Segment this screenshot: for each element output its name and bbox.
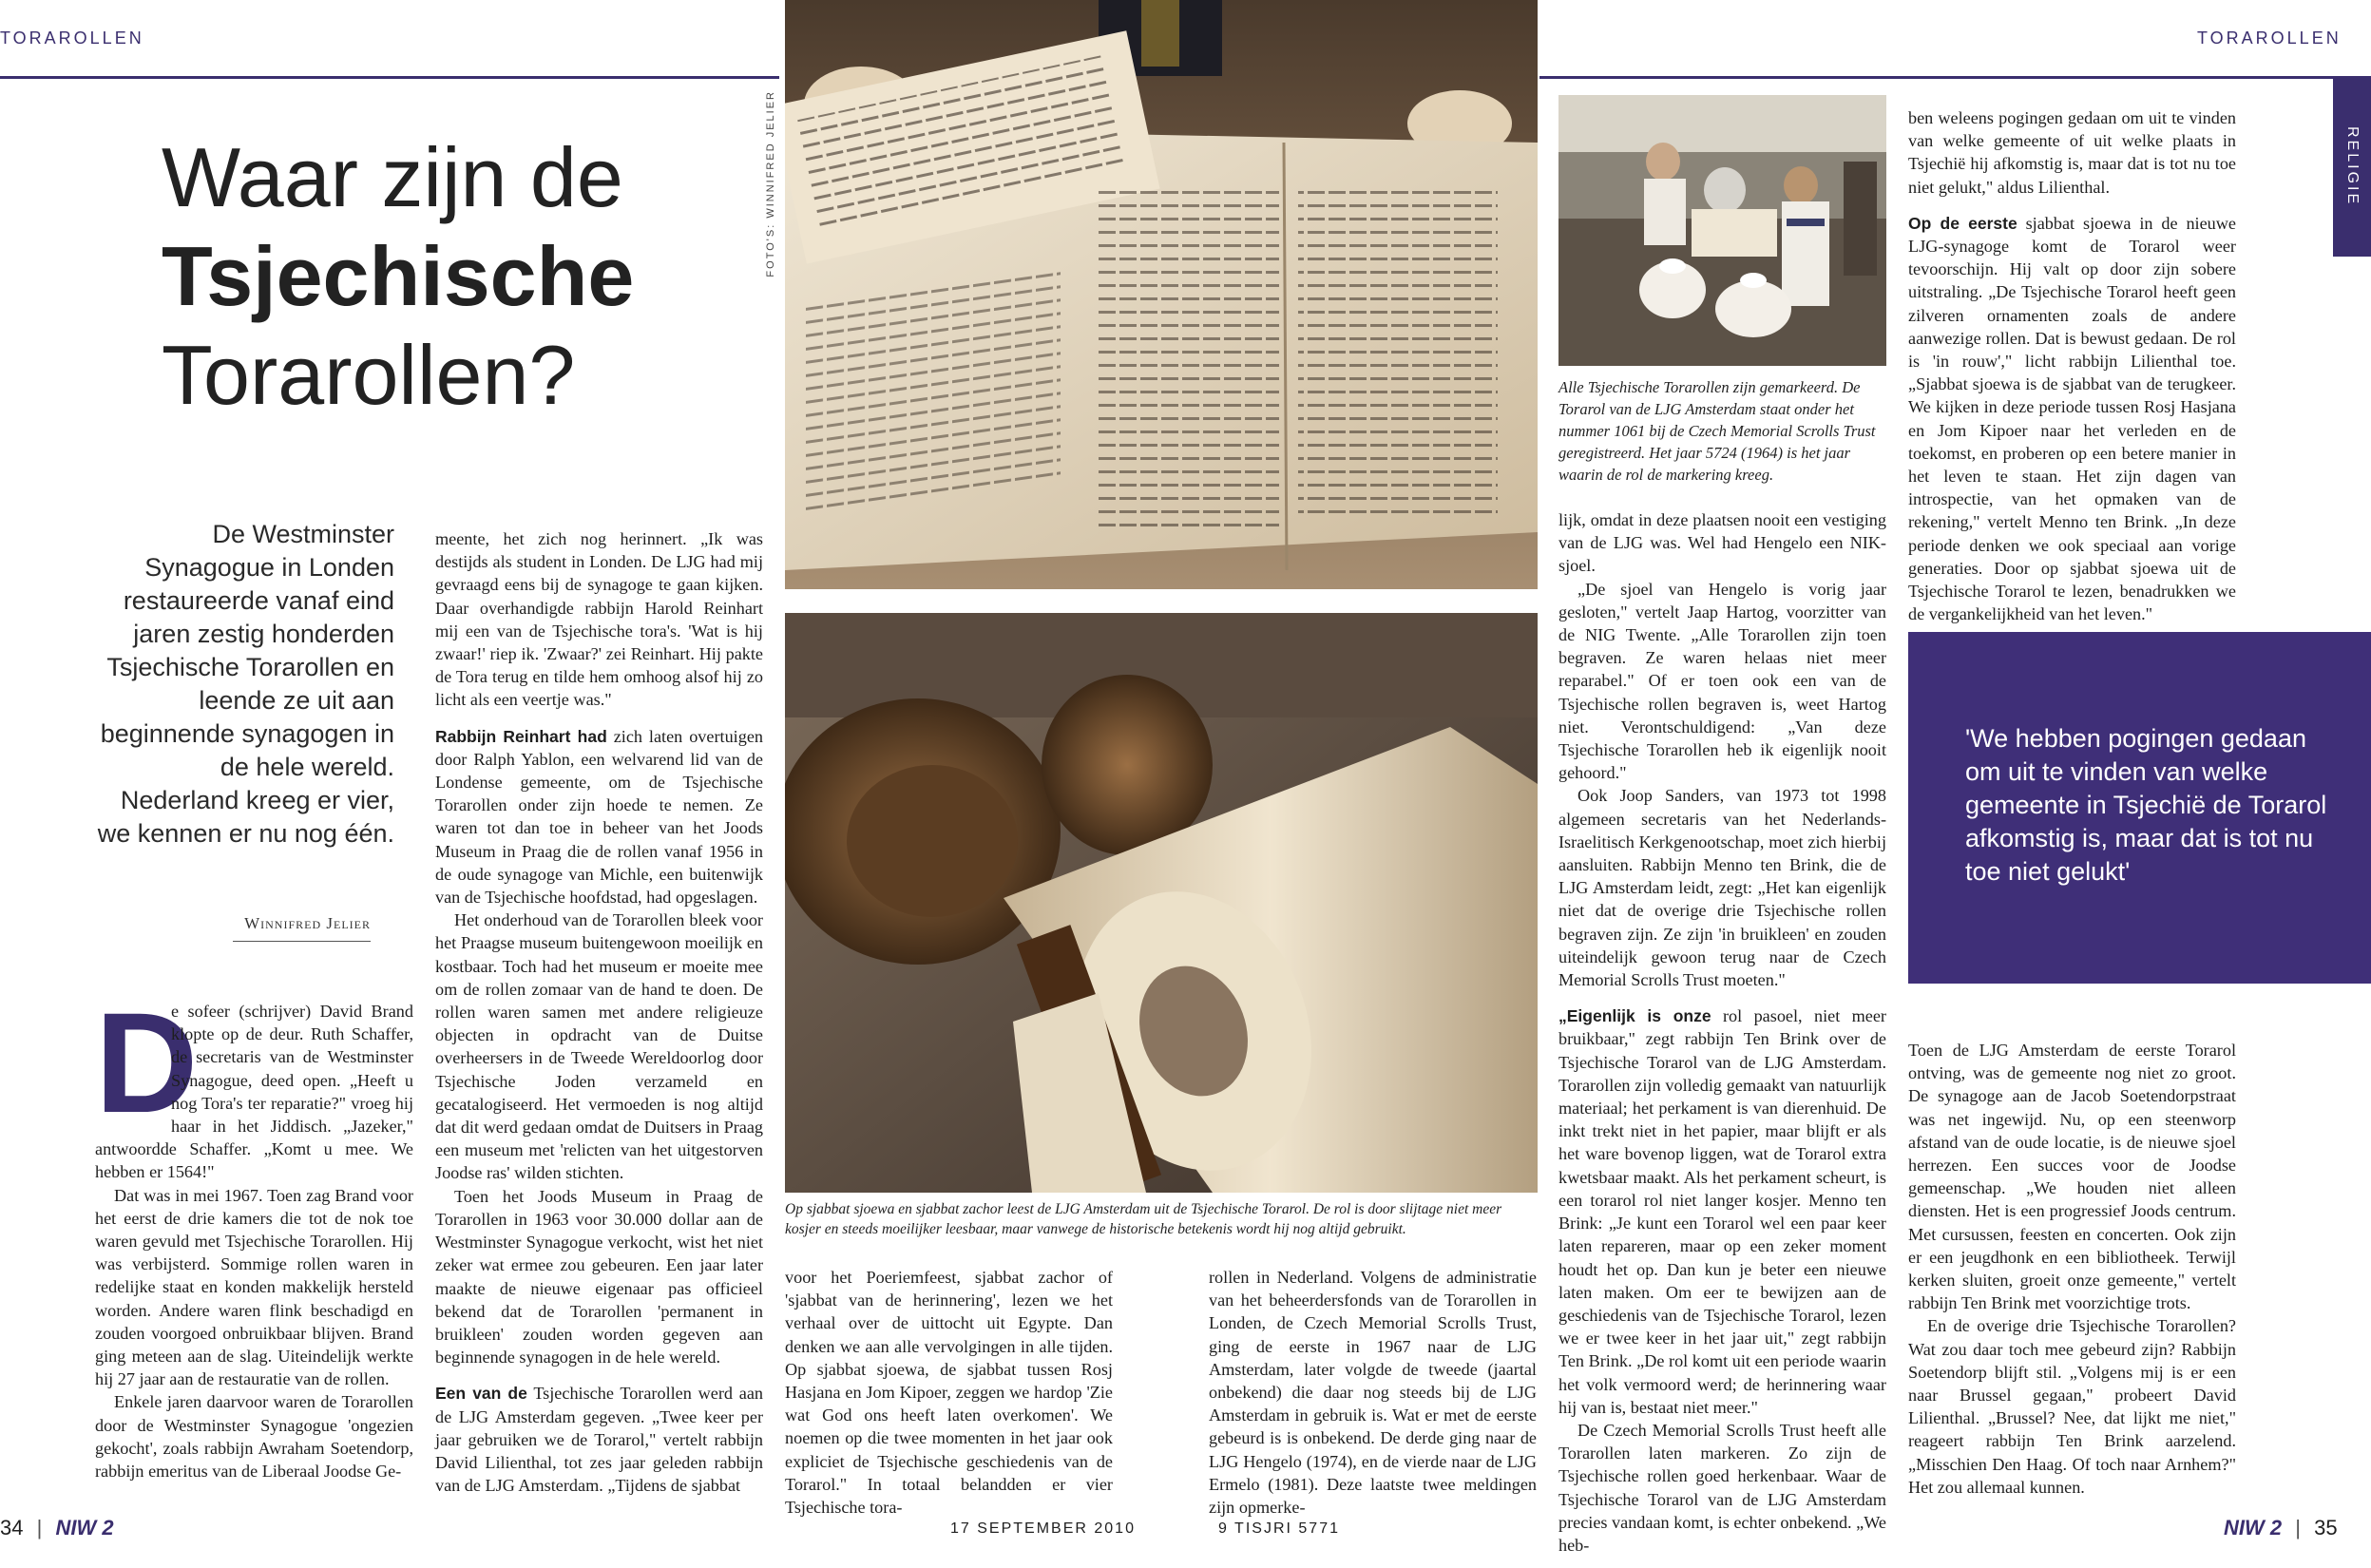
page-title — [162, 128, 634, 425]
photo-synagogue-ceremony — [1558, 95, 1886, 366]
caption-top: Alle Tsjechische Torarollen zijn gemarkeerd. De Torarol van de LJG Amsterdam staat onder het nummer 1061 bij de Czech Memorial Scrolls Trust geregistreerd. Het jaar 5724 (1964) is het jaar waarin de rol de markering kreeg. — [1558, 378, 1876, 484]
col2-paragraph-2: zich laten overtuigen door Ralph Yablon, een welvarend lid van de Londense gemeente, om de Tsjechische Torarollen onder zijn hoede te nemen. Ze waren tot dan toe in beheer van het Joods Museum in Praag die de rollen vanaf 1956 in de oude synagoge van Michle, een buitenwijk van de Tsjechische hoofdstad, had opgeslagen. — [435, 726, 763, 908]
brand-left: NIW 2 — [55, 1516, 114, 1539]
header-rule-right — [1539, 76, 2371, 79]
column-6-top — [1908, 106, 2236, 625]
col5-lead: „Eigenlijk is onze — [1558, 1006, 1711, 1026]
page-number-right: 35 — [2314, 1516, 2338, 1539]
col3-paragraph-1: voor het Poeriemfeest, sjabbat zachor of 'sjabbat van de herinnering', lezen we het verhaal over de uittocht uit Egypte. Dan denken we aan alle vervolgingen in alle tijden. Op sjabbat sjoewa, de sjabbat tussen Rosj Hasjana en Jom Kipoer, zeggen we hardop 'Zie wat God ons heeft laten overkomen'. We noemen op die twee momenten in het jaar ook expliciet de Tsjechische geschiedenis van de Torarol." In totaal belandden er vier Tsjechische tora- — [785, 1268, 1113, 1518]
col5-paragraph-4: rol pasoel, niet meer bruikbaar," zegt rabbijn Ten Brink over de Tsjechische Torarol van de LJG Amsterdam. Torarollen zijn volledig gemaakt van natuurlijk materiaal; het perkament is van dierenhuid. De inkt trekt niet in het papier, maar blijft er als het ware bovenop liggen, wat de Torarol extra kwetsbaar maakt. Als het perkament scheurt, is een torarol rol niet langer kosjer. Menno ten Brink: „Je kunt een Torarol wel een paar keer laten repareren, maar op een zeker moment houdt het op. Dan kun je beter een nieuwe laten maken. Om eer te bewijzen aan de geschiedenis van de Tsjechische Torarol, lezen we er twee keer in het jaar uit," zegt rabbijn Ten Brink. „De rol komt uit een periode waarin het volk vermoord werd; de herinnering waar hij van is, bestaat niet meer." — [1558, 1006, 1886, 1417]
footer-hebrew-date: 9 TISJRI 5771 — [1218, 1520, 1340, 1537]
section-header-left: TORAROLLEN — [0, 29, 144, 48]
col1-paragraph-1: e sofeer (schrijver) David Brand klopte op de deur. Ruth Schaffer, de secretaris van de Westminster Synagogue, deed open. „Heeft u nog Tora's ter reparatie?" vroeg hij haar in het Jiddisch. „Jazeker," antwoordde Schaffer. „Komt u mee. We hebben er 1564!" — [95, 1002, 413, 1182]
col6b-paragraph-1: Toen de LJG Amsterdam de eerste Torarol ontving, was de gemeente nog niet zo groot. De synagoge aan de Jacob Soetendorpstraat was net ingewijd. Nu, op een steenworp afstand van de oude locatie, is de nieuwe sjoel herrezen. Een succes voor de Joodse gemeenschap. „We houden niet alleen diensten. Het is een progressief Joods centrum. Met cursussen, feesten en concerten. Ook zijn er een jeugdhonk en een bibliotheek. Terwijl kerken sluiten, groeit onze gemeente," vertelt rabbijn Ten Brink met voorzichtige trots. — [1908, 1041, 2236, 1313]
title-line-3: Torarollen? — [162, 328, 576, 422]
col4-paragraph-1: rollen in Nederland. Volgens de administratie van het beheerdersfonds van de Torarollen in Londen, de Czech Memorial Scrolls Trust, ging de eerste in 1967 naar de LJG Amsterdam, later volgde de tweede (jaartal onbekend) die daar nog steeds bij de LJG Amsterdam in gebruik is. Wat er met de eerste gebeurd is is onbekend. De derde ging naar de LJG Hengelo (1974), en de vierde naar de LJG Ermelo (1981). Deze laatste twee meldingen zijn opmerke- — [1209, 1268, 1537, 1518]
col2-paragraph-4: Toen het Joods Museum in Praag de Torarollen in 1963 voor 30.000 dollar aan de Westminster Synagogue verkocht, wist het niet zeker wat ermee zou gebeuren. Een jaar later maakte de nieuwe eigenaar pas officieel bekend dat de Torarollen 'permanent in bruikleen' zouden worden gegeven aan beginnende synagogen in de hele wereld. — [435, 1186, 763, 1367]
intro-text: De Westminster Synagogue in Londen restaureerde vanaf eind jaren zestig honderden Tsjechische Torarollen en leende ze uit aan beginnende synagogen in de hele wereld. Nederland kreeg er vier, we kennen er nu nog één. — [97, 520, 394, 848]
col6a-lead: Op de eerste — [1908, 213, 2017, 233]
col2-paragraph-3: Het onderhoud van de Torarollen bleek voor het Praagse museum buitengewoon moeilijk en kostbaar. Toch had het museum er moeite mee om de rollen zomaar van de hand te doen. De rollen waren samen met andere religieuze objecten in opdracht van de Duitse overheersers in de Tweede Wereldoorlog door Tsjechische Joden verzameld en gecatalogiseerd. Het vermoeden is nog altijd dat dit werd gedaan omdat de Duitsers in Praag een museum met 'relicten van het uitgestorven Joodse ras' wilden stichten. — [435, 910, 763, 1183]
col2-paragraph-5: Tsjechische Torarollen werd aan de LJG Amsterdam gegeven. „Twee keer per jaar gebruiken we de Torarol," vertelt rabbijn David Lilienthal, tot zes jaar geleden rabbijn van de LJG Amsterdam. „Tijdens de sjabbat — [435, 1384, 763, 1496]
col1-paragraph-2: Dat was in mei 1967. Toen zag Brand voor het eerst de drie kamers die tot de nok toe waren gevuld met Tsjechische Torarollen. Hij was verbijsterd. Sommige rollen waren in redelijke staat en konden makkelijk hersteld worden. Andere waren flink beschadigd en zouden voorgoed onbruikbaar blijven. Brand ging meteen aan de slag. Uiteindelijk werkte hij 27 jaar aan de restauratie van de rollen. — [95, 1185, 413, 1389]
col6a-paragraph-2: sjabbat sjoewa in de nieuwe LJG-synagoge komt de Torarol weer tevoorschijn. Hij valt op door zijn sobere uitstraling. „De Tsjechische Torarol heeft geen zilveren ornamenten zoals de andere aanwezige rollen. Dat is bewust gedaan. De rol is 'in rouw'," licht rabbijn Lilienthal toe. „Sjabbat sjoewa is de sjabbat van de terugkeer. We kijken in deze periode tussen Rosj Hasjana en Jom Kipoer naar het verleden en de toekomst, en proberen op een betere manier in het leven te staan. Het zijn dagen van introspectie, van het opmaken van de rekening," vertelt Menno ten Brink. „In deze periode denken we ook speciaal aan vorige generaties. Door op sjabbat sjoewa uit de Tsjechische Torarol te lezen, benadrukken we de vergankelijkheid van het leven." — [1908, 213, 2236, 624]
title-line-1: Waar zijn de — [162, 130, 623, 224]
col1-paragraph-3: Enkele jaren daarvoor waren de Torarollen door de Westminster Synagogue 'ongezien gekocht', zoals rabbijn Awraham Soetendorp, rabbijn emeritus van de Liberaal Joodse Ge- — [95, 1392, 413, 1482]
footer-right: NIW 2 | 35 — [2224, 1516, 2338, 1539]
col2-lead-2: Een van de — [435, 1384, 527, 1404]
title-line-2: Tsjechische — [162, 229, 635, 323]
drop-cap: D — [95, 983, 199, 1142]
pull-quote-text: 'We hebben pogingen gedaan om uit te vinden van welke gemeente in Tsjechië de Torarol afkomstig is, maar dat is tot nu toe niet gelukt' — [1965, 724, 2327, 886]
column-5 — [1558, 508, 1886, 1557]
caption-main: Op sjabbat sjoewa en sjabbat zachor leest de LJG Amsterdam uit de Tsjechische Torarol. De rol is door slijtage niet meer kosjer en steeds moeilijker leesbaar, maar vanwege de historische betekenis wordt hij nog altijd gebruikt. — [785, 1201, 1502, 1237]
photo-torah-scroll-bottom — [785, 613, 1538, 1193]
col5-paragraph-3: Ook Joop Sanders, van 1973 tot 1998 algemeen secretaris van het Nederlands-Israelitisch Kerkgenootschap, moet zich hierbij aansluiten. Rabbijn Menno ten Brink, die de LJG Amsterdam leidt, zegt: „Het kan eigenlijk niet dat de overige drie Tsjechische rollen begraven zijn. Ze zijn 'in bruikleen' en zouden uiteindelijk gewoon terug naar de Czech Memorial Scrolls Trust moeten." — [1558, 786, 1886, 990]
col6b-paragraph-2: En de overige drie Tsjechische Torarollen? Wat zou daar toch mee gebeurd zijn? Rabbijn Soetendorp blijft stil. „Volgens mij is er een naar Brussel gegaan," probeert David Lilienthal. „Brussel? Nee, dat lijkt me niet," reageert rabbijn Ten Brink aarzelend. „Misschien Den Haag. Of toch naar Arnhem?" Het zou allemaal kunnen. — [1908, 1316, 2236, 1497]
column-6-bottom — [1908, 1039, 2236, 1499]
photo-gap — [785, 591, 1538, 599]
photo-credit: FOTO'S: WINNIFRED JELIER — [765, 90, 776, 277]
col2-lead-1: Rabbijn Reinhart had — [435, 726, 607, 746]
footer-date: 17 SEPTEMBER 2010 — [950, 1520, 1136, 1537]
col5-paragraph-2: „De sjoel van Hengelo is vorig jaar gesloten," vertelt Jaap Hartog, voorzitter van de NIG Twente. „Alle Torarollen zijn toen begraven. Ze waren helaas niet meer reparabel." Of er toen ook een van de Tsjechische rollen begraven is, weet Hartog niet. Verontschuldigend: „Van deze Tsjechische Torarollen heb ik eigenlijk nooit gehoord." — [1558, 579, 1886, 783]
photo-torah-scroll-top — [785, 0, 1538, 589]
byline: Winnifred Jelier — [244, 914, 371, 932]
header-rule-left — [0, 76, 779, 79]
col5-paragraph-5: De Czech Memorial Scrolls Trust heeft alle Torarollen laten markeren. Zo zijn de Tsjechische rollen goed herkenbaar. Waar de Tsjechische Torarol van de LJG Amsterdam precies vandaan komt, is echter onbekend. „We heb- — [1558, 1420, 1886, 1555]
pull-quote-box — [1908, 632, 2371, 984]
column-4 — [1209, 1266, 1537, 1519]
column-2 — [435, 527, 763, 1497]
column-1 — [95, 1000, 413, 1482]
footer-left: 34 | NIW 2 — [0, 1516, 114, 1539]
column-3 — [785, 1266, 1113, 1519]
col5-paragraph-1: lijk, omdat in deze plaatsen nooit een vestiging van de LJG was. Wel had Hengelo een NIK-sjoel. — [1558, 510, 1886, 576]
brand-right: NIW 2 — [2224, 1516, 2283, 1539]
side-tab: RELIGIE — [2333, 76, 2371, 257]
page-number-left: 34 — [0, 1516, 24, 1539]
col6a-paragraph-1: ben weleens pogingen gedaan om uit te vinden van welke gemeente of uit welke plaats in Tsjechië hij afkomstig is, maar dat is tot nu toe niet gelukt," aldus Lilienthal. — [1908, 108, 2236, 197]
byline-rule — [233, 941, 371, 942]
col2-paragraph-1: meente, het zich nog herinnert. „Ik was destijds als student in Londen. De LJG had mij gevraagd eens bij de synagoge te gaan kijken. Daar overhandigde rabbijn Harold Reinhart mij een van de Tsjechische tora's. 'Wat is hij zwaar!' riep ik. 'Zwaar?' zei Reinhart. Hij pakte de Tora terug en tilde hem omhoog alsof hij zo licht als een veertje was." — [435, 529, 763, 710]
section-header-right: TORAROLLEN — [2197, 29, 2342, 48]
